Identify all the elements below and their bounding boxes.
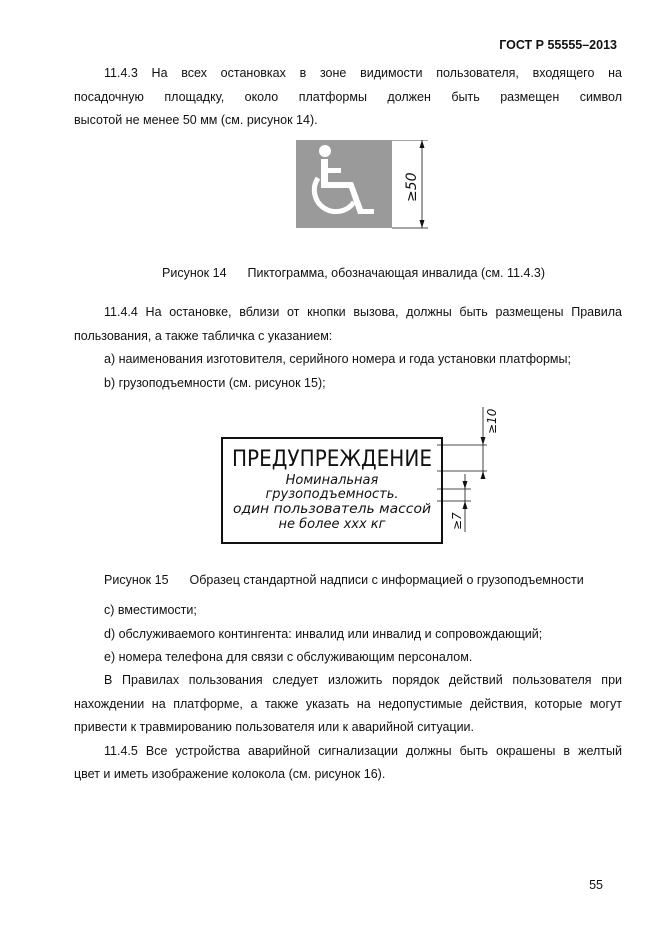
sign-line: грузоподъемность. bbox=[265, 487, 399, 502]
paragraph-line: высотой не менее 50 мм (см. рисунок 14). bbox=[74, 113, 318, 127]
caption-number: Рисунок 15 bbox=[104, 573, 169, 587]
sign-line: один пользователь массой bbox=[233, 502, 431, 517]
list-item-e: е) номера телефона для связи с обслуживающим персоналом. bbox=[104, 650, 473, 664]
figure-15 bbox=[215, 402, 505, 552]
paragraph-line: 11.4.4 На остановке, вблизи от кнопки вызова, должны быть размещены Правила bbox=[104, 305, 622, 319]
list-item-c: с) вместимости; bbox=[104, 603, 197, 617]
dimension-label-top: ≥10 bbox=[485, 408, 499, 434]
sign-line: не более ххх кг bbox=[278, 517, 386, 532]
paragraph-line: посадочную площадку, около платформы должен быть размещен символ bbox=[74, 90, 622, 104]
caption-text: Образец стандартной надписи с информацией о грузоподъемности bbox=[189, 573, 584, 587]
paragraph-line: цвет и иметь изображение колокола (см. рисунок 16). bbox=[74, 767, 386, 781]
list-item-a: а) наименования изготовителя, серийного номера и года установки платформы; bbox=[104, 352, 571, 366]
caption-number: Рисунок 14 bbox=[162, 266, 227, 280]
wheelchair-pictogram-icon bbox=[292, 140, 442, 236]
paragraph-line: 11.4.5 Все устройства аварийной сигнализации должны быть окрашены в желтый bbox=[104, 744, 622, 758]
figure-15-caption bbox=[104, 573, 584, 587]
figure-14 bbox=[292, 140, 442, 236]
list-item-b: b) грузоподъемности (см. рисунок 15); bbox=[104, 376, 326, 390]
caption-text: Пиктограмма, обозначающая инвалида (см. 11.4.3) bbox=[247, 266, 545, 280]
paragraph-line: привести к травмированию пользователя или к аварийной ситуации. bbox=[74, 720, 475, 734]
sign-title: ПРЕДУПРЕЖДЕНИЕ bbox=[232, 447, 432, 472]
sign-line: Номинальная bbox=[285, 473, 379, 488]
paragraph-line: 11.4.3 На всех остановках в зоне видимости пользователя, входящего на bbox=[104, 66, 622, 80]
document-header: ГОСТ Р 55555–2013 bbox=[499, 38, 617, 52]
page-number: 55 bbox=[589, 878, 603, 892]
figure-14-caption bbox=[162, 266, 545, 280]
paragraph-line: пользования, а также табличка с указанием: bbox=[74, 329, 333, 343]
dimension-label-bottom: ≥7 bbox=[450, 512, 464, 530]
paragraph-line: В Правилах пользования следует изложить порядок действий пользователя при bbox=[104, 673, 622, 687]
list-item-d: d) обслуживаемого контингента: инвалид или инвалид и сопровождающий; bbox=[104, 627, 543, 641]
paragraph-line: нахождении на платформе, а также указать на недопустимые действия, которые могут bbox=[74, 697, 622, 711]
dimension-label: ≥50 bbox=[404, 172, 420, 202]
warning-sign-drawing bbox=[215, 402, 505, 552]
